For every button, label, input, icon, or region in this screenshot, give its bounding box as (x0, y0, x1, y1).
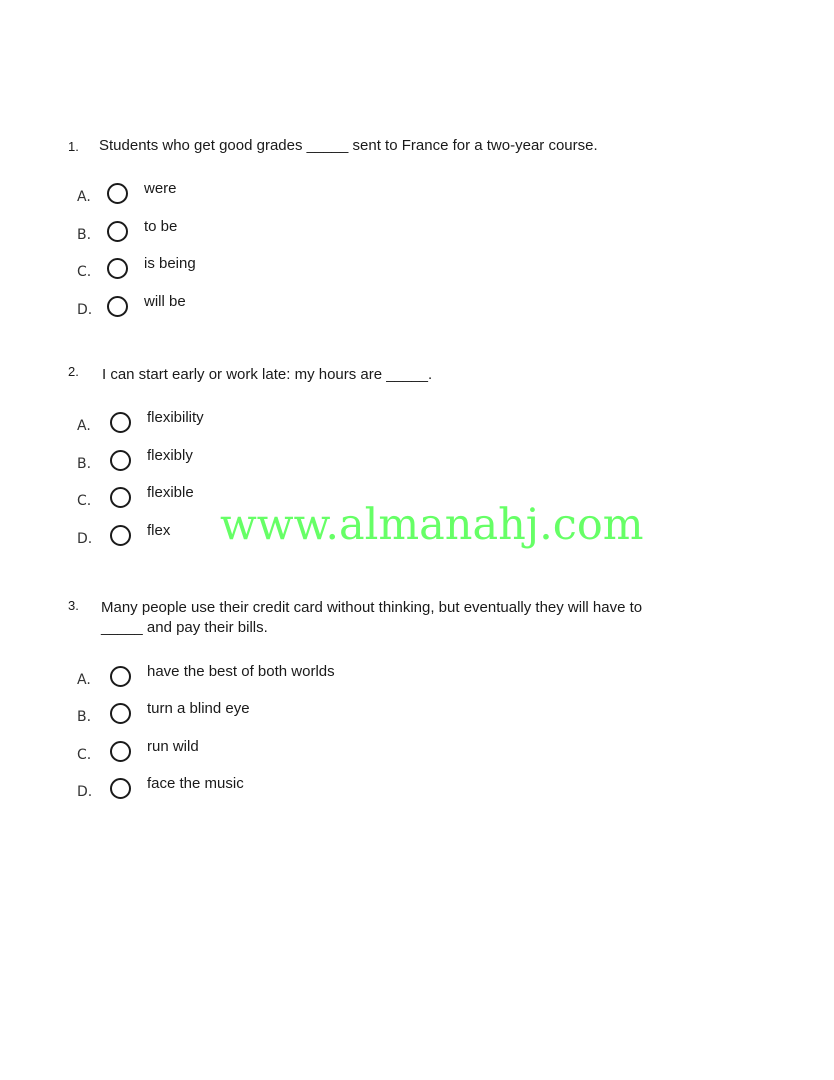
option-letter: B. (77, 456, 92, 472)
option-letter: C. (77, 493, 92, 509)
radio-button[interactable] (110, 450, 131, 471)
option-letter: C. (77, 747, 92, 763)
radio-button[interactable] (110, 703, 131, 724)
radio-button[interactable] (110, 487, 131, 508)
radio-button[interactable] (107, 221, 128, 242)
option-letter: D. (77, 302, 93, 318)
question-text-line-2: _____ and pay their bills. (101, 619, 268, 636)
option-b[interactable] (77, 218, 477, 251)
question-number: 3. (68, 598, 79, 613)
option-b[interactable] (77, 700, 477, 733)
option-letter: D. (77, 531, 93, 547)
option-letter: C. (77, 264, 92, 280)
option-letter: A. (77, 418, 91, 434)
option-label: is being (144, 255, 196, 272)
question-number: 2. (68, 364, 79, 379)
option-label: turn a blind eye (147, 700, 250, 717)
option-label: flexible (147, 484, 194, 501)
option-letter: A. (77, 672, 91, 688)
radio-button[interactable] (110, 666, 131, 687)
option-d[interactable] (77, 775, 477, 808)
radio-button[interactable] (107, 183, 128, 204)
radio-button[interactable] (107, 296, 128, 317)
option-c[interactable] (77, 738, 477, 771)
radio-button[interactable] (110, 778, 131, 799)
option-label: run wild (147, 738, 199, 755)
option-letter: A. (77, 189, 91, 205)
option-label: flexibly (147, 447, 193, 464)
radio-button[interactable] (110, 741, 131, 762)
question-text-line-1: Many people use their credit card without thinking, but eventually they will have to (101, 599, 643, 616)
option-c[interactable] (77, 255, 477, 288)
option-label: flex (147, 522, 171, 539)
option-label: will be (144, 293, 186, 310)
option-label: flexibility (147, 409, 204, 426)
radio-button[interactable] (110, 525, 131, 546)
watermark: www.almanahj.com (220, 500, 644, 550)
option-a[interactable] (77, 409, 477, 442)
option-a[interactable] (77, 663, 477, 696)
option-label: to be (144, 218, 178, 235)
option-label: face the music (147, 775, 244, 792)
option-label: have the best of both worlds (147, 663, 335, 680)
radio-button[interactable] (110, 412, 131, 433)
question-text: I can start early or work late: my hours are _____. (102, 366, 433, 383)
option-label: were (144, 180, 177, 197)
option-letter: B. (77, 709, 92, 725)
option-letter: B. (77, 227, 92, 243)
option-d[interactable] (77, 293, 477, 326)
option-b[interactable] (77, 447, 477, 480)
radio-button[interactable] (107, 258, 128, 279)
option-a[interactable] (77, 180, 477, 213)
option-letter: D. (77, 784, 93, 800)
question-number: 1. (68, 139, 79, 154)
question-text: Students who get good grades _____ sent to France for a two-year course. (99, 137, 598, 154)
